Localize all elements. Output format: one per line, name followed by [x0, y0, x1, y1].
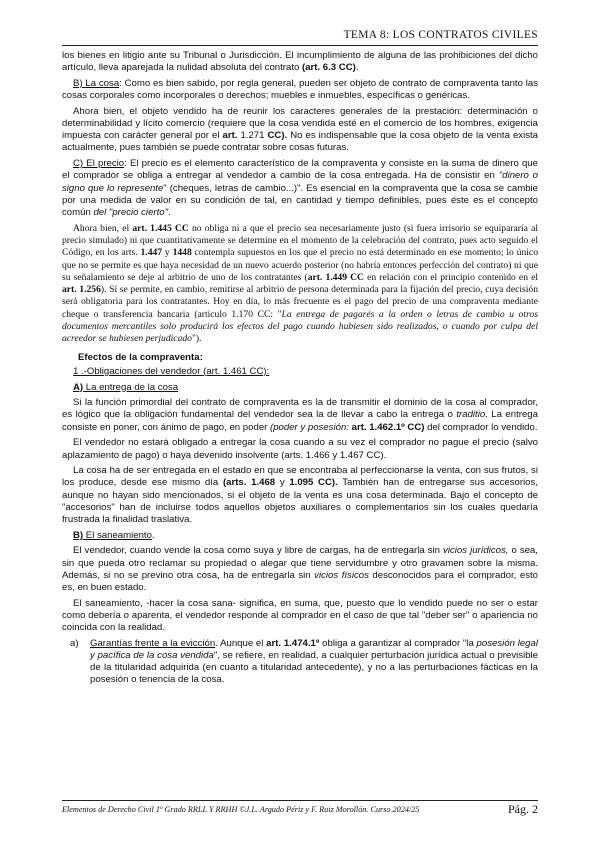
text: . [151, 529, 155, 541]
text: . [355, 62, 359, 74]
paragraph-la-cosa [62, 78, 538, 102]
text: ", se refiere, en realidad, a cualquier perturbación jurídica actual o previsible de la titularidad adquirida (en cuanto a titularidad antecedente), y no a las perturbaciones fácticas en la posesión o tenencia de la cosa. [90, 650, 538, 686]
section-label-c: C) El precio [73, 158, 125, 170]
text: . [168, 206, 171, 218]
heading-text: El saneamiento [83, 529, 152, 541]
citation: 1.095 CC). [289, 477, 338, 489]
text: : El precio es el elemento característico de la compraventa y consiste en la suma de dinero que el comprador se obliga a entregar al vendedor a cambio de la cosa entregada. Ha de consistir en [62, 158, 538, 182]
text: contempla supuestos en los que el precio no está determinado en ese momento; lo único que no se permite es que haya necesidad de un nuevo acuerdo posterior (no habría entonces perfección del contrato) ni que su señalamiento se deje al arbitrio de uno de los contratantes ( [62, 247, 538, 283]
text: en relación con el principio contenido en el [364, 271, 539, 283]
text: " (cheques, letras de cambio...)". Es esencial en la compraventa que la cosa se cambie por una medida de valor en su condición de tal, en cantidad y tiempo definibles, pues éste es el concepto común [62, 182, 538, 218]
text: Ahora bien, el [73, 222, 133, 234]
text: Si la función primordial del contrato de compraventa es la de transmitir el dominio de la cosa al comprador, es lógico que la obligación fundamental del vendedor sea la de llevar a cabo la entrega o [62, 397, 538, 421]
text: . Aunque el [215, 637, 267, 649]
paragraph-vendedor-no-obligado: El vendedor no estará obligado a entregar la cosa cuando a su vez el comprador no pague el precio (salvo aplazamiento de pago) o haya devenido insolvente (arts. 1.466 y 1.467 CC). [62, 437, 538, 461]
text: obliga a garantizar al comprador "la [319, 637, 477, 649]
subsection-label: 1 .-Obligaciones del vendedor [73, 365, 204, 377]
heading-saneamiento [62, 530, 538, 542]
text: y [162, 247, 173, 259]
citation: art. 1.449 CC [307, 271, 364, 283]
list-marker: a) [70, 637, 79, 649]
page-body [62, 50, 538, 690]
citation: art. 1.445 CC [132, 222, 189, 234]
subsection-obligaciones-vendedor [62, 366, 538, 378]
citation: CC). [267, 130, 288, 142]
text: desconocidos para el comprador, esto es, en buen estado. [62, 569, 539, 594]
heading-text: La entrega de la cosa [83, 381, 179, 393]
heading-letter: B) [73, 529, 84, 541]
citation: art. 1.256 [62, 284, 101, 296]
paragraph-precio-justo [62, 223, 538, 346]
paragraph-vicios [62, 545, 538, 594]
text: El vendedor, cuando vende la cosa como suya y libre de cargas, ha de entregarla sin [73, 545, 444, 557]
text: No es indispensable que la cosa objeto de la venta exista actualmente, pues también se puede contratar sobre cosas futuras. [62, 130, 539, 154]
term: traditio [456, 409, 486, 421]
citation: art. 1.462.1º CC) [351, 421, 425, 433]
citation: (arts. 1.468 [222, 477, 276, 489]
header-divider [62, 45, 538, 46]
text: ). Sí se permite, en cambio, remitirse al arbitrio de persona determinada para la fijación del precio, cuya decisión será obligatoria para los contratantes. Hoy en día, lo más frecuente es el pago del precio de una compraventa mediante cheque o transferencia bancaria (artículo 1.170 CC: " [62, 284, 538, 320]
text: no obliga ni a que el precio sea necesariamente justo (si fuera irrisorio se equipararía al precio simulado) ni que cuantitativamente se determine en el momento de la celebración del contrato, pues acto seguido el Código, en los arts. [62, 222, 538, 259]
page-header-title: TEMA 8: LOS CONTRATOS CIVILES [343, 29, 538, 41]
citation: art. 1.474.1º [266, 637, 320, 649]
text: o sea, sin que pueda otro reclamar su propiedad o alegar que tiene servidumbre y otro gravamen sobre la misma. Además, si no se previno otra cosa, ha de entregarla sin [62, 545, 538, 581]
text: y [275, 477, 290, 489]
citation: art. [222, 130, 238, 142]
paragraph-objeto-vendido [62, 106, 538, 155]
footer-credits: Elementos de Derecho Civil 1º Grado RRLL Y RRHH ©J.L. Argudo Périz y F. Ruiz Morollón. Curso 2024/25 [62, 805, 420, 814]
section-title-efectos: Efectos de la compraventa: [78, 351, 203, 363]
text: del comprador lo vendido. [424, 421, 538, 433]
quote: posesión legal y pacífica de la cosa vendida [90, 637, 538, 662]
quote: La entrega de pagarés a la orden o letras de cambio u otros documentos mercantiles solo producirá los efectos del pago cuando hubiesen sido realizados, o cuando por culpa del acreedor se hubiesen perjudicado [62, 308, 539, 345]
text: : Como es bien sabido, por regla general, pueden ser objeto de contrato de compraventa tanto las cosas corporales como incorporales o derechos; muebles e inmuebles, específicas o genéricas. [62, 77, 538, 102]
citation: (art. 6.3 CC) [302, 62, 356, 74]
list-item-text [90, 638, 538, 687]
section-label-b: B) La cosa [73, 77, 120, 89]
paragraph-el-precio [62, 158, 538, 219]
text: "). [191, 333, 202, 345]
citation: 1448 [172, 247, 192, 259]
paragraph-litigio [62, 50, 538, 74]
heading-entrega-cosa [62, 382, 538, 394]
citation: (art. 1.461 CC): [203, 365, 270, 377]
text: La cosa ha de ser entregada en el estado en que se encontraba al perfeccionarse la venta, con sus frutos, si los produce, desde ese mismo día [62, 465, 538, 489]
heading-letter: A) [73, 381, 84, 393]
text: Ahora bien, el objeto vendido ha de reunir los caracteres generales de la prestación: determinación o determinabilidad y lícito comercio (requiere que la cosa vendida esté en el comercio de los hombres, exigencia impuesta con carácter general por el [62, 105, 538, 142]
quote: "dinero o signo que lo represente [62, 170, 538, 194]
term: Garantías frente a la evicción [90, 637, 216, 649]
term: vicios jurídicos, [443, 545, 509, 557]
term: vicios físicos [314, 569, 369, 581]
list-item-eviccion [62, 638, 538, 687]
citation: 1.447 [140, 247, 163, 259]
text: . La entrega consiste en poner, con ánimo de pago, en poder [62, 409, 538, 433]
footer-divider [62, 800, 538, 801]
quote: del "precio cierto" [93, 206, 169, 218]
text: 1.271 [237, 130, 268, 142]
text: También han de entregarse sus accesorios, aunque no hayan sido mencionados, si el objeto de la venta es una cosa determinada. Bajo el concepto de "accesorios" han de incluirse todos aquellos objetos auxiliares o complementarios sin los cuales quedaría frustrada la finalidad traslativa. [62, 477, 538, 526]
paragraph-saneamiento-definicion: El saneamiento, -hacer la cosa sana- significa, en suma, que, puesto que lo vendido puede no ser o estar como debería o aparenta, el vendedor responde al comprador en el caso de que tal "deber ser" o apariencia no coincida con la realidad. [62, 597, 538, 634]
paragraph-funcion-primordial [62, 397, 538, 434]
text: los bienes en litigio ante su Tribunal o Jurisdicción. El incumplimiento de alguna de las prohibiciones del dicho artículo, lleva aparejada la nulidad absoluta del contrato [62, 50, 538, 74]
page-number: Pág. 2 [508, 802, 538, 816]
term: (poder y posesión: [270, 421, 349, 433]
paragraph-estado-cosa [62, 465, 538, 526]
